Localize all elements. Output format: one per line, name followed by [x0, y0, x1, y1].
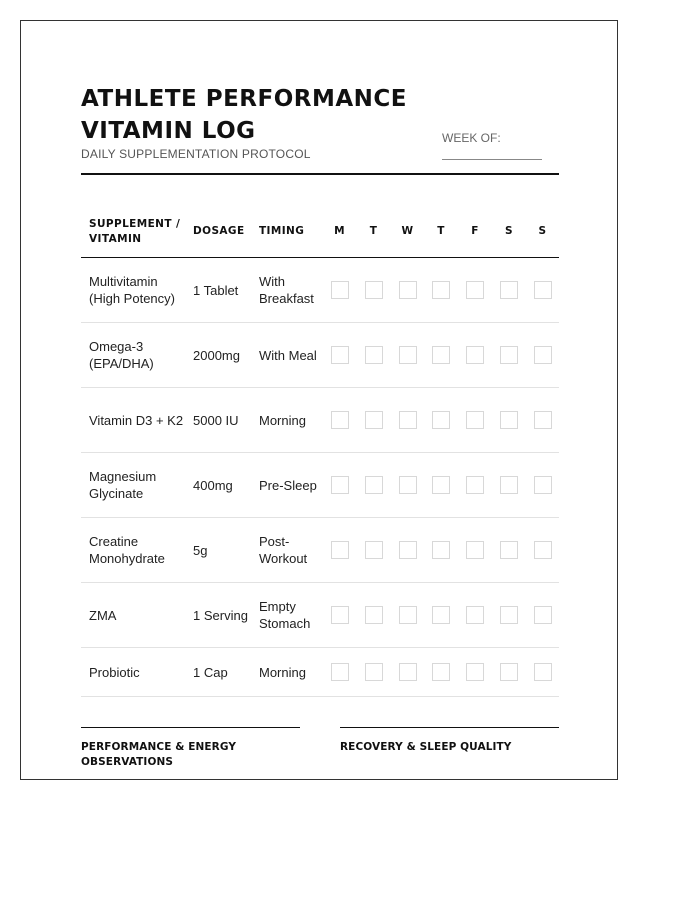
- checkbox-tuesday[interactable]: [365, 281, 383, 299]
- dosage-value: 2000mg: [185, 323, 251, 388]
- checkbox-tuesday[interactable]: [365, 663, 383, 681]
- checkbox-thursday[interactable]: [432, 606, 450, 624]
- column-header-monday: M: [323, 206, 356, 258]
- checkbox-tuesday[interactable]: [365, 411, 383, 429]
- checkbox-thursday[interactable]: [432, 411, 450, 429]
- checkbox-saturday[interactable]: [500, 663, 518, 681]
- checkbox-saturday[interactable]: [500, 606, 518, 624]
- timing-value: With Meal: [251, 323, 323, 388]
- column-header-timing: TIMING: [251, 206, 323, 258]
- checkbox-thursday[interactable]: [432, 663, 450, 681]
- checkbox-saturday[interactable]: [500, 346, 518, 364]
- column-header-thursday: T: [424, 206, 458, 258]
- supplement-name: Probiotic: [81, 648, 185, 697]
- checkbox-thursday[interactable]: [432, 476, 450, 494]
- timing-value: Empty Stomach: [251, 583, 323, 648]
- checkbox-monday[interactable]: [331, 346, 349, 364]
- table-row: [81, 453, 559, 518]
- table-row: [81, 388, 559, 453]
- supplement-name: Omega-3 (EPA/DHA): [81, 323, 185, 388]
- vitamin-log-page: [20, 20, 618, 780]
- checkbox-tuesday[interactable]: [365, 541, 383, 559]
- checkbox-thursday[interactable]: [432, 281, 450, 299]
- checkbox-sunday[interactable]: [534, 281, 552, 299]
- checkbox-monday[interactable]: [331, 541, 349, 559]
- column-header-supplement: SUPPLEMENT / VITAMIN: [81, 206, 185, 258]
- dosage-value: 1 Cap: [185, 648, 251, 697]
- checkbox-thursday[interactable]: [432, 541, 450, 559]
- checkbox-sunday[interactable]: [534, 606, 552, 624]
- checkbox-sunday[interactable]: [534, 411, 552, 429]
- supplement-log-table: [81, 206, 559, 697]
- checkbox-saturday[interactable]: [500, 476, 518, 494]
- recovery-notes-label: RECOVERY & SLEEP QUALITY: [340, 741, 512, 753]
- page-subtitle: DAILY SUPPLEMENTATION PROTOCOL: [81, 147, 311, 161]
- table-row: [81, 583, 559, 648]
- dosage-value: 1 Serving: [185, 583, 251, 648]
- checkbox-friday[interactable]: [466, 606, 484, 624]
- table-header-row: [81, 206, 559, 258]
- timing-value: Pre-Sleep: [251, 453, 323, 518]
- checkbox-monday[interactable]: [331, 411, 349, 429]
- checkbox-sunday[interactable]: [534, 541, 552, 559]
- checkbox-wednesday[interactable]: [399, 541, 417, 559]
- checkbox-tuesday[interactable]: [365, 606, 383, 624]
- week-of-field[interactable]: [442, 159, 542, 160]
- checkbox-wednesday[interactable]: [399, 346, 417, 364]
- column-header-saturday: S: [492, 206, 526, 258]
- column-header-dosage: DOSAGE: [185, 206, 251, 258]
- checkbox-sunday[interactable]: [534, 663, 552, 681]
- checkbox-friday[interactable]: [466, 281, 484, 299]
- table-row: [81, 518, 559, 583]
- supplement-name: Multivitamin (High Potency): [81, 258, 185, 323]
- recovery-notes-section[interactable]: [340, 727, 559, 755]
- checkbox-saturday[interactable]: [500, 411, 518, 429]
- column-header-tuesday: T: [356, 206, 391, 258]
- checkbox-wednesday[interactable]: [399, 476, 417, 494]
- performance-notes-label: PERFORMANCE & ENERGY OBSERVATIONS: [81, 741, 237, 768]
- dosage-value: 400mg: [185, 453, 251, 518]
- timing-value: Post-Workout: [251, 518, 323, 583]
- checkbox-sunday[interactable]: [534, 476, 552, 494]
- table-row: [81, 323, 559, 388]
- checkbox-saturday[interactable]: [500, 281, 518, 299]
- checkbox-friday[interactable]: [466, 541, 484, 559]
- checkbox-monday[interactable]: [331, 476, 349, 494]
- page-title: [81, 83, 407, 147]
- timing-value: Morning: [251, 388, 323, 453]
- checkbox-monday[interactable]: [331, 281, 349, 299]
- supplement-name: Creatine Monohydrate: [81, 518, 185, 583]
- table-row: [81, 258, 559, 323]
- checkbox-saturday[interactable]: [500, 541, 518, 559]
- table-row: [81, 648, 559, 697]
- checkbox-wednesday[interactable]: [399, 606, 417, 624]
- checkbox-wednesday[interactable]: [399, 411, 417, 429]
- supplement-name: ZMA: [81, 583, 185, 648]
- checkbox-friday[interactable]: [466, 476, 484, 494]
- checkbox-monday[interactable]: [331, 663, 349, 681]
- timing-value: With Breakfast: [251, 258, 323, 323]
- checkbox-monday[interactable]: [331, 606, 349, 624]
- page-header: [81, 83, 559, 175]
- dosage-value: 5g: [185, 518, 251, 583]
- title-line-1: ATHLETE PERFORMANCE: [81, 86, 408, 112]
- title-line-2: VITAMIN LOG: [81, 118, 256, 144]
- column-header-wednesday: W: [391, 206, 424, 258]
- checkbox-friday[interactable]: [466, 663, 484, 681]
- checkbox-sunday[interactable]: [534, 346, 552, 364]
- checkbox-friday[interactable]: [466, 411, 484, 429]
- column-header-sunday: S: [526, 206, 559, 258]
- dosage-value: 1 Tablet: [185, 258, 251, 323]
- week-of-label: WEEK OF:: [442, 131, 501, 145]
- checkbox-thursday[interactable]: [432, 346, 450, 364]
- checkbox-tuesday[interactable]: [365, 476, 383, 494]
- dosage-value: 5000 IU: [185, 388, 251, 453]
- timing-value: Morning: [251, 648, 323, 697]
- checkbox-tuesday[interactable]: [365, 346, 383, 364]
- column-header-friday: F: [458, 206, 492, 258]
- checkbox-wednesday[interactable]: [399, 663, 417, 681]
- supplement-name: Vitamin D3 + K2: [81, 388, 185, 453]
- checkbox-wednesday[interactable]: [399, 281, 417, 299]
- performance-notes-section[interactable]: [81, 727, 300, 770]
- supplement-name: Magnesium Glycinate: [81, 453, 185, 518]
- checkbox-friday[interactable]: [466, 346, 484, 364]
